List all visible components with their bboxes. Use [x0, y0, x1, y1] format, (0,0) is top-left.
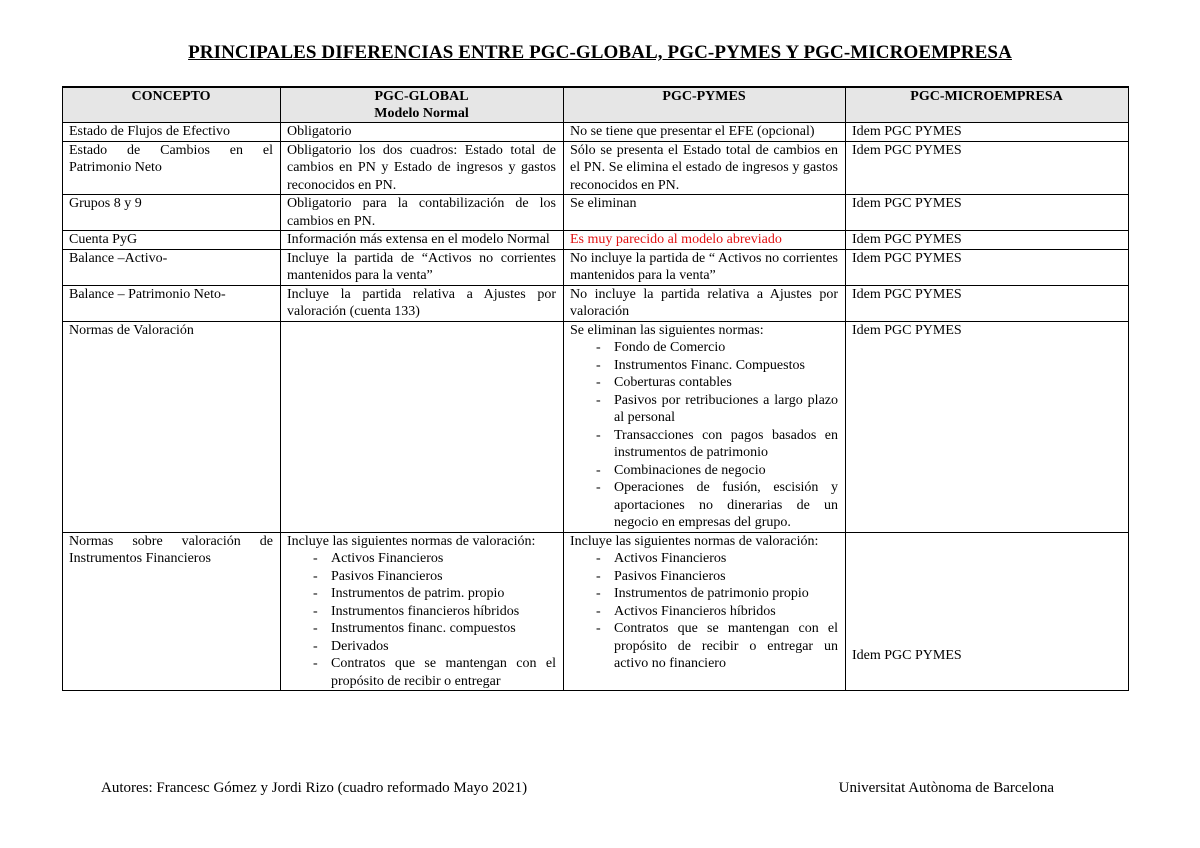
cell-pymes: Sólo se presenta el Estado total de cambios en el PN. Se elimina el estado de ingresos y gastos reconocidos en PN. — [564, 141, 846, 195]
list-item: - Instrumentos de patrimonio propio — [570, 585, 838, 603]
table-row — [63, 285, 1129, 321]
header-global-label: PGC-GLOBAL — [374, 89, 469, 104]
global-norms-list — [287, 550, 556, 690]
cell-pymes: No se tiene que presentar el EFE (opcional) — [564, 123, 846, 142]
table-row — [63, 123, 1129, 142]
cell-global: Obligatorio para la contabilización de los cambios en PN. — [281, 195, 564, 231]
cell-concepto: Estado de Flujos de Efectivo — [63, 123, 281, 142]
list-item: - Instrumentos financieros híbridos — [287, 603, 556, 621]
differences-table — [62, 86, 1129, 691]
table-row — [63, 141, 1129, 195]
list-intro: Incluye las siguientes normas de valoración: — [570, 533, 819, 549]
footer-university: Universitat Autònoma de Barcelona — [838, 780, 1054, 796]
cell-global-empty — [281, 321, 564, 532]
list-item: - Instrumentos Financ. Compuestos — [570, 357, 838, 375]
cell-micro: Idem PGC PYMES — [846, 532, 1129, 691]
list-item: - Derivados — [287, 638, 556, 656]
document-title: PRINCIPALES DIFERENCIAS ENTRE PGC-GLOBAL, PGC-PYMES Y PGC-MICROEMPRESA — [188, 42, 1012, 63]
cell-pymes — [564, 532, 846, 691]
cell-global: Incluye la partida relativa a Ajustes por valoración (cuenta 133) — [281, 285, 564, 321]
list-intro: Incluye las siguientes normas de valoración: — [287, 533, 536, 549]
header-pgc-global — [281, 87, 564, 123]
cell-micro: Idem PGC PYMES — [846, 195, 1129, 231]
cell-pymes — [564, 321, 846, 532]
list-item: - Contratos que se mantengan con el propósito de recibir o entregar — [287, 655, 556, 690]
table-row-normas-instrumentos — [63, 532, 1129, 691]
list-item: - Fondo de Comercio — [570, 339, 838, 357]
cell-global: Obligatorio — [281, 123, 564, 142]
list-item: - Coberturas contables — [570, 374, 838, 392]
cell-concepto: Cuenta PyG — [63, 231, 281, 250]
list-item: - Activos Financieros — [570, 550, 838, 568]
footer-authors: Autores: Francesc Gómez y Jordi Rizo (cuadro reformado Mayo 2021) — [101, 780, 528, 796]
table-row — [63, 231, 1129, 250]
cell-concepto: Estado de Cambios en el Patrimonio Neto — [63, 141, 281, 195]
header-pgc-microempresa: PGC-MICROEMPRESA — [846, 87, 1129, 123]
list-item: - Instrumentos financ. compuestos — [287, 620, 556, 638]
list-item: - Pasivos por retribuciones a largo plazo al personal — [570, 392, 838, 427]
eliminated-norms-list — [570, 339, 838, 532]
list-item: - Operaciones de fusión, escisión y aportaciones no dinerarias de un negocio en empresas del grupo. — [570, 479, 838, 532]
cell-concepto: Normas sobre valoración de Instrumentos Financieros — [63, 532, 281, 691]
cell-concepto: Grupos 8 y 9 — [63, 195, 281, 231]
cell-pymes: No incluye la partida de “ Activos no corrientes mantenidos para la venta” — [564, 249, 846, 285]
pymes-norms-list — [570, 550, 838, 673]
cell-global: Obligatorio los dos cuadros: Estado total de cambios en PN y Estado de ingresos y gastos reconocidos en PN. — [281, 141, 564, 195]
header-pgc-pymes: PGC-PYMES — [564, 87, 846, 123]
cell-global — [281, 532, 564, 691]
list-item: - Combinaciones de negocio — [570, 462, 838, 480]
list-intro: Se eliminan las siguientes normas: — [570, 322, 764, 338]
cell-concepto: Balance – Patrimonio Neto- — [63, 285, 281, 321]
cell-micro: Idem PGC PYMES — [846, 141, 1129, 195]
list-item: - Pasivos Financieros — [570, 568, 838, 586]
cell-micro: Idem PGC PYMES — [846, 285, 1129, 321]
cell-global: Información más extensa en el modelo Normal — [281, 231, 564, 250]
table-row — [63, 249, 1129, 285]
header-concepto: CONCEPTO — [63, 87, 281, 123]
table-row — [63, 195, 1129, 231]
cell-micro: Idem PGC PYMES — [846, 249, 1129, 285]
list-item: - Pasivos Financieros — [287, 568, 556, 586]
list-item: - Instrumentos de patrim. propio — [287, 585, 556, 603]
header-global-sublabel: Modelo Normal — [374, 106, 469, 121]
list-item: - Activos Financieros híbridos — [570, 603, 838, 621]
list-item: - Contratos que se mantengan con el propósito de recibir o entregar un activo no financiero — [570, 620, 838, 673]
cell-micro: Idem PGC PYMES — [846, 321, 1129, 532]
cell-concepto: Normas de Valoración — [63, 321, 281, 532]
cell-global: Incluye la partida de “Activos no corrientes mantenidos para la venta” — [281, 249, 564, 285]
cell-micro: Idem PGC PYMES — [846, 231, 1129, 250]
table-header-row — [63, 87, 1129, 123]
list-item: - Activos Financieros — [287, 550, 556, 568]
list-item: - Transacciones con pagos basados en instrumentos de patrimonio — [570, 427, 838, 462]
cell-micro: Idem PGC PYMES — [846, 123, 1129, 142]
cell-pymes-highlight: Es muy parecido al modelo abreviado — [564, 231, 846, 250]
cell-concepto: Balance –Activo- — [63, 249, 281, 285]
table-row-normas-valoracion — [63, 321, 1129, 532]
cell-pymes: Se eliminan — [564, 195, 846, 231]
cell-pymes: No incluye la partida relativa a Ajustes por valoración — [564, 285, 846, 321]
